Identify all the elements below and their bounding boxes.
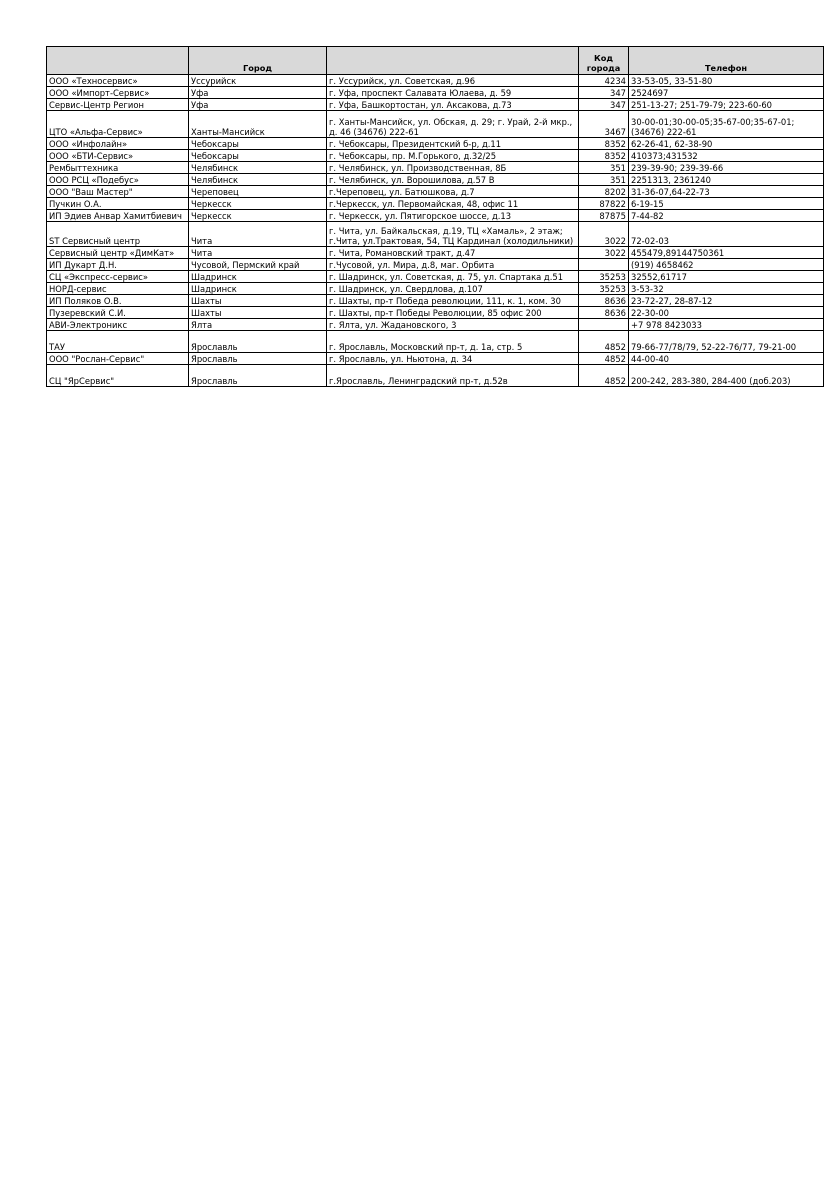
city-cell: Ярославль	[189, 353, 327, 365]
phone-cell: 72-02-03	[629, 222, 824, 247]
table-row	[47, 222, 824, 247]
org-cell: ООО «БТИ-Сервис»	[47, 150, 189, 162]
phone-cell: +7 978 8423033	[629, 319, 824, 331]
code-cell	[579, 319, 629, 331]
address-cell: г. Чебоксары, Президентский б-р, д.11	[327, 138, 579, 150]
org-cell: СЦ «Экспресс-сервис»	[47, 271, 189, 283]
city-cell: Шадринск	[189, 283, 327, 295]
org-cell: Сервисный центр «ДимКат»	[47, 247, 189, 259]
table-row	[47, 271, 824, 283]
table-row	[47, 99, 824, 111]
org-cell: Сервис-Центр Регион	[47, 99, 189, 111]
phone-cell: 23-72-27, 28-87-12	[629, 295, 824, 307]
code-cell: 347	[579, 87, 629, 99]
table-row	[47, 150, 824, 162]
city-cell: Уссурийск	[189, 75, 327, 87]
table-header-row	[47, 47, 824, 75]
org-cell: Пузеревский С.И.	[47, 307, 189, 319]
address-cell: г.Ярославль, Ленинградский пр-т, д.52в	[327, 365, 579, 387]
address-cell: г. Уссурийск, ул. Советская, д.96	[327, 75, 579, 87]
table-row	[47, 331, 824, 353]
city-cell: Ярославль	[189, 331, 327, 353]
address-cell: г. Шахты, пр-т Победы Революции, 85 офис 200	[327, 307, 579, 319]
phone-cell: (919) 4658462	[629, 259, 824, 271]
code-cell: 4852	[579, 331, 629, 353]
org-cell: ООО "Рослан-Сервис"	[47, 353, 189, 365]
table-row	[47, 307, 824, 319]
city-cell: Ялта	[189, 319, 327, 331]
code-cell: 8636	[579, 295, 629, 307]
table-row	[47, 162, 824, 174]
org-cell: ИП Поляков О.В.	[47, 295, 189, 307]
phone-cell: 62-26-41, 62-38-90	[629, 138, 824, 150]
phone-cell: 2524697	[629, 87, 824, 99]
address-cell: г.Череповец, ул. Батюшкова, д.7	[327, 186, 579, 198]
code-cell: 4852	[579, 353, 629, 365]
table-row	[47, 138, 824, 150]
code-cell: 3022	[579, 222, 629, 247]
city-cell: Чебоксары	[189, 150, 327, 162]
table-row	[47, 353, 824, 365]
phone-cell: 2251313, 2361240	[629, 174, 824, 186]
table-row	[47, 259, 824, 271]
org-cell: ООО «Техносервис»	[47, 75, 189, 87]
address-cell: г. Чита, Романовский тракт, д.47	[327, 247, 579, 259]
phone-cell: 31-36-07,64-22-73	[629, 186, 824, 198]
address-cell: г. Ханты-Мансийск, ул. Обская, д. 29; г. Урай, 2-й мкр., д. 46 (34676) 222-61	[327, 111, 579, 138]
address-cell: г. Черкесск, ул. Пятигорское шоссе, д.13	[327, 210, 579, 222]
phone-cell: 6-19-15	[629, 198, 824, 210]
code-cell: 8352	[579, 150, 629, 162]
city-cell: Челябинск	[189, 162, 327, 174]
address-cell: г. Ялта, ул. Жадановского, 3	[327, 319, 579, 331]
table-row	[47, 87, 824, 99]
city-cell: Уфа	[189, 99, 327, 111]
address-cell: г. Чита, ул. Байкальская, д.19, ТЦ «Хамаль», 2 этаж; г.Чита, ул.Трактовая, 54, ТЦ Кардинал (холодильники)	[327, 222, 579, 247]
phone-cell: 33-53-05, 33-51-80	[629, 75, 824, 87]
code-cell: 351	[579, 162, 629, 174]
table-row	[47, 186, 824, 198]
city-cell: Чусовой, Пермский край	[189, 259, 327, 271]
city-cell: Черкесск	[189, 198, 327, 210]
phone-cell: 44-00-40	[629, 353, 824, 365]
code-cell: 351	[579, 174, 629, 186]
city-cell: Череповец	[189, 186, 327, 198]
address-cell: г. Ярославль, Московский пр-т, д. 1а, стр. 5	[327, 331, 579, 353]
org-cell: Рембыттехника	[47, 162, 189, 174]
phone-cell: 3-53-32	[629, 283, 824, 295]
code-cell: 8636	[579, 307, 629, 319]
org-cell: ST Сервисный центр	[47, 222, 189, 247]
table-row	[47, 174, 824, 186]
phone-cell: 410373;431532	[629, 150, 824, 162]
code-cell: 8202	[579, 186, 629, 198]
address-cell: г.Чусовой, ул. Мира, д.8, маг. Орбита	[327, 259, 579, 271]
org-cell: ИП Эдиев Анвар Хамитбиевич	[47, 210, 189, 222]
city-cell: Ханты-Мансийск	[189, 111, 327, 138]
code-cell	[579, 259, 629, 271]
org-cell: Пучкин О.А.	[47, 198, 189, 210]
code-cell: 87822	[579, 198, 629, 210]
table-row	[47, 111, 824, 138]
address-cell: г. Шахты, пр-т Победа революции, 111, к. 1, ком. 30	[327, 295, 579, 307]
phone-cell: 7-44-82	[629, 210, 824, 222]
code-cell: 8352	[579, 138, 629, 150]
address-cell: г. Ярославль, ул. Ньютона, д. 34	[327, 353, 579, 365]
org-cell: ООО «Импорт-Сервис»	[47, 87, 189, 99]
city-cell: Черкесск	[189, 210, 327, 222]
address-cell: г.Черкесск, ул. Первомайская, 48, офис 11	[327, 198, 579, 210]
phone-cell: 22-30-00	[629, 307, 824, 319]
org-cell: ИП Дукарт Д.Н.	[47, 259, 189, 271]
city-cell: Ярославль	[189, 365, 327, 387]
org-cell: ООО "Ваш Мастер"	[47, 186, 189, 198]
city-cell: Уфа	[189, 87, 327, 99]
city-cell: Чебоксары	[189, 138, 327, 150]
header-code: Код города	[579, 47, 629, 75]
service-centers-table	[46, 46, 824, 387]
phone-cell: 455479,89144750361	[629, 247, 824, 259]
table-row	[47, 283, 824, 295]
org-cell: ЦТО «Альфа-Сервис»	[47, 111, 189, 138]
table-row	[47, 319, 824, 331]
address-cell: г. Чебоксары, пр. М.Горького, д.32/25	[327, 150, 579, 162]
code-cell: 3022	[579, 247, 629, 259]
city-cell: Шахты	[189, 295, 327, 307]
header-city: Город	[189, 47, 327, 75]
org-cell: СЦ "ЯрСервис"	[47, 365, 189, 387]
org-cell: НОРД-сервис	[47, 283, 189, 295]
address-cell: г. Шадринск, ул. Советская, д. 75, ул. Спартака д.51	[327, 271, 579, 283]
phone-cell: 239-39-90; 239-39-66	[629, 162, 824, 174]
city-cell: Чита	[189, 247, 327, 259]
header-address	[327, 47, 579, 75]
phone-cell: 200-242, 283-380, 284-400 (доб.203)	[629, 365, 824, 387]
phone-cell: 251-13-27; 251-79-79; 223-60-60	[629, 99, 824, 111]
address-cell: г. Челябинск, ул. Ворошилова, д.57 В	[327, 174, 579, 186]
city-cell: Шахты	[189, 307, 327, 319]
address-cell: г. Челябинск, ул. Производственная, 8Б	[327, 162, 579, 174]
code-cell: 4234	[579, 75, 629, 87]
code-cell: 87875	[579, 210, 629, 222]
code-cell: 35253	[579, 271, 629, 283]
table-row	[47, 198, 824, 210]
table-row	[47, 210, 824, 222]
phone-cell: 30-00-01;30-00-05;35-67-00;35-67-01;(34676) 222-61	[629, 111, 824, 138]
city-cell: Чита	[189, 222, 327, 247]
phone-cell: 79-66-77/78/79, 52-22-76/77, 79-21-00	[629, 331, 824, 353]
table-row	[47, 75, 824, 87]
org-cell: ООО РСЦ «Подебус»	[47, 174, 189, 186]
header-phone: Телефон	[629, 47, 824, 75]
address-cell: г. Шадринск, ул. Свердлова, д.107	[327, 283, 579, 295]
code-cell: 3467	[579, 111, 629, 138]
city-cell: Шадринск	[189, 271, 327, 283]
org-cell: ООО «Инфолайн»	[47, 138, 189, 150]
address-cell: г. Уфа, проспект Салавата Юлаева, д. 59	[327, 87, 579, 99]
city-cell: Челябинск	[189, 174, 327, 186]
code-cell: 4852	[579, 365, 629, 387]
table-row	[47, 247, 824, 259]
phone-cell: 32552,61717	[629, 271, 824, 283]
table-row	[47, 295, 824, 307]
address-cell: г. Уфа, Башкортостан, ул. Аксакова, д.73	[327, 99, 579, 111]
header-org	[47, 47, 189, 75]
table-row	[47, 365, 824, 387]
org-cell: АВИ-Электроникс	[47, 319, 189, 331]
code-cell: 35253	[579, 283, 629, 295]
org-cell: ТАУ	[47, 331, 189, 353]
code-cell: 347	[579, 99, 629, 111]
